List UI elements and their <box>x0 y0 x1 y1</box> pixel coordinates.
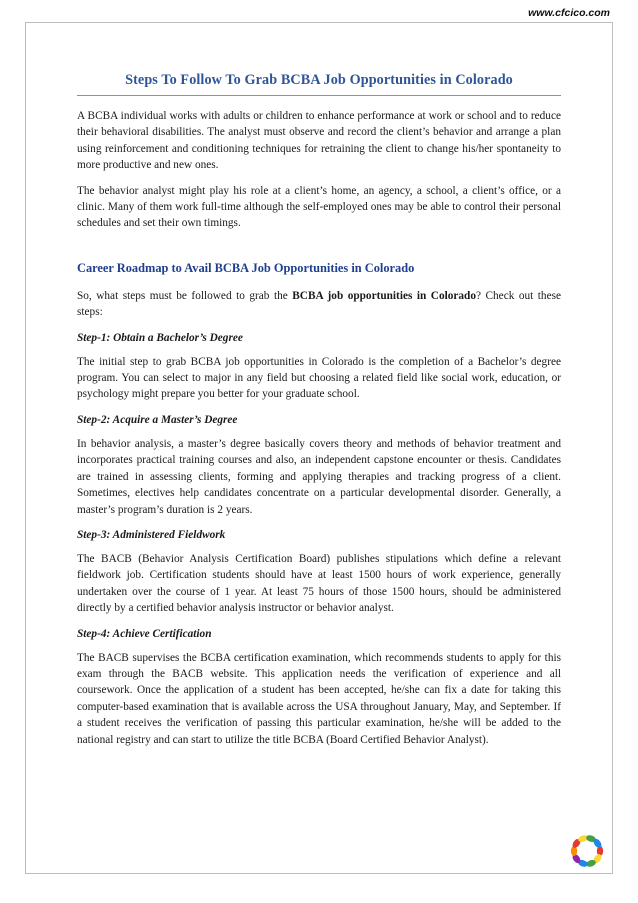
site-url[interactable]: www.cfcico.com <box>528 7 610 19</box>
step-2-heading: Step-2: Acquire a Master’s Degree <box>77 413 238 426</box>
colorful-hands-logo-icon <box>566 830 608 872</box>
step-1-text: The initial step to grab BCBA job opportunities in Colorado is the completion of a Bachelor’s degree program. You can select to major in any field but choosing a related field like social work, education, or psychology might prepare you better for your graduate school. <box>77 355 561 401</box>
step-3-heading: Step-3: Administered Fieldwork <box>77 528 226 541</box>
step-4-text: The BACB supervises the BCBA certification examination, which recommends students to apply for this exam through the BACB website. This application needs the verification of experience and all coursework. Once the application of a student has been accepted, he/she can fix a date for taking this computer-based examination that is available across the USA throughout January, May, and September. If a student receives the verification of passing this particular examination, he/she will be added to the national registry and can start to utilize the title BCBA (Board Certified Behavior Analyst). <box>77 651 561 746</box>
section-intro <box>77 288 561 321</box>
step-1-heading: Step-1: Obtain a Bachelor’s Degree <box>77 331 243 344</box>
bcba-colorado-link-text: BCBA job opportunities in Colorado <box>292 289 476 302</box>
intro-paragraph-2: The behavior analyst might play his role at a client’s home, an agency, a school, a client’s office, or a clinic. Many of them work full-time although the self-employed ones may be able to control their personal schedules and set their own timings. <box>77 184 561 230</box>
step-3-text: The BACB (Behavior Analysis Certification Board) publishes stipulations which define a relevant fieldwork job. Certification students should have at least 1500 hours of work experience, generally undertaken over the course of 1 year. At least 75 hours of those 1500 hours, should be administered directly by a certified behavior analysis instructor or behavior analyst. <box>77 552 561 615</box>
document-title: Steps To Follow To Grab BCBA Job Opportunities in Colorado <box>77 72 561 96</box>
step-2-text: In behavior analysis, a master’s degree basically covers theory and methods of behavior treatment and incorporates practical training courses and also, an independent capstone encounter or thesis. Candidates are trained in assessing clients, forming and applying therapies and tracking progress of a client. Sometimes, electives help candidates concentrate on a particular developmental disorder. Generally, a master’s program’s duration is 2 years. <box>77 437 561 516</box>
section-heading: Career Roadmap to Avail BCBA Job Opportunities in Colorado <box>77 260 415 275</box>
intro-paragraph-1: A BCBA individual works with adults or children to enhance performance at work or school and to reduce their behavioral disabilities. The analyst must observe and record the client’s behavior and arrange a plan using reinforcement and conditioning techniques for retraining the client to change his/her spontaneity to more productive and new ones. <box>77 110 561 172</box>
step-4-heading: Step-4: Achieve Certification <box>77 627 212 640</box>
section-intro-text-before: So, what steps must be followed to grab the <box>77 289 293 302</box>
document-body <box>77 72 561 748</box>
section-intro-text-after: ? Check out these steps: <box>77 289 562 319</box>
